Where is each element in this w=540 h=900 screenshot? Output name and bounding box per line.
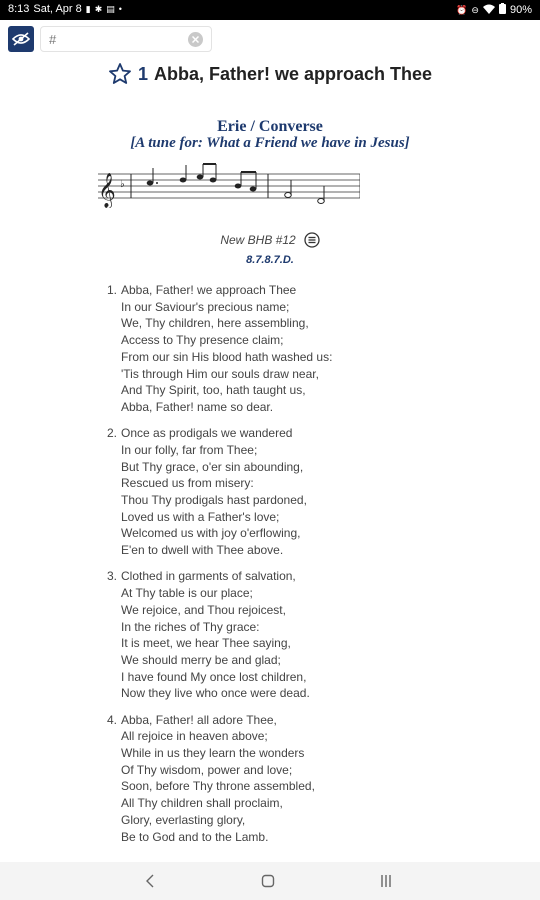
- wifi-icon: [483, 4, 495, 17]
- verse-line: All Thy children shall proclaim,: [121, 796, 283, 811]
- verse-line: While in us they learn the wonders: [121, 746, 305, 761]
- eye-toggle-button[interactable]: [8, 26, 34, 52]
- verse-line: Now they live who once were dead.: [121, 686, 310, 701]
- recents-icon: [379, 874, 393, 888]
- verse-line: Abba, Father! we approach Thee: [121, 283, 297, 297]
- battery-icon: [499, 3, 506, 17]
- verse-line: Welcomed us with joy o'erflowing,: [121, 526, 301, 541]
- verse-line: And Thy Spirit, too, hath taught us,: [121, 383, 306, 398]
- verse-line: Glory, everlasting glory,: [121, 812, 246, 827]
- verse: [107, 282, 507, 416]
- verse-number: 1.: [107, 283, 118, 297]
- verse-line: At Thy table is our place;: [121, 586, 253, 601]
- svg-text:𝄞: 𝄞: [98, 173, 116, 208]
- notification-icon: ▤: [106, 3, 115, 14]
- star-icon[interactable]: [108, 62, 132, 86]
- reference-row: [0, 232, 540, 248]
- verse-line: All rejoice in heaven above;: [121, 729, 268, 744]
- verses: [107, 282, 507, 855]
- sim-icon: ▮: [85, 3, 91, 14]
- do-not-disturb-icon: ⊖: [471, 4, 479, 15]
- hymn-title-row: [0, 60, 540, 88]
- verse-line: In our Saviour's precious name;: [121, 299, 290, 314]
- verse-lines: [121, 282, 332, 416]
- svg-text:♭: ♭: [120, 179, 125, 190]
- verse-number: 2.: [107, 426, 118, 441]
- verse-line: Once as prodigals we wandered: [121, 426, 293, 441]
- verse-line: Of Thy wisdom, power and love;: [121, 762, 293, 777]
- tune-note: [A tune for: What a Friend we have in Jesus]: [130, 135, 410, 151]
- hymn-number: 1: [137, 63, 148, 84]
- alarm-icon: ⏰: [456, 4, 468, 15]
- verse-line: In our folly, far from Thee;: [121, 442, 258, 457]
- verse-line: From our sin His blood hath washed us:: [121, 349, 333, 364]
- verse-line: Abba, Father! name so dear.: [121, 399, 274, 414]
- verse-line: I have found My once lost children,: [121, 669, 307, 684]
- verse-lines: [121, 425, 307, 559]
- verse-line: 'Tis through Him our souls draw near,: [121, 366, 319, 381]
- home-icon: [261, 874, 275, 888]
- verse-line: In the riches of Thy grace:: [121, 619, 260, 634]
- status-date: Sat, Apr 8: [33, 3, 82, 15]
- verse: [107, 568, 507, 702]
- music-notation[interactable]: [98, 160, 360, 208]
- dot-icon: •: [118, 3, 122, 14]
- verse-line: Abba, Father! all adore Thee,: [121, 712, 277, 727]
- toolbar: [0, 20, 540, 58]
- menu-icon[interactable]: [304, 232, 320, 248]
- verse-number: 4.: [107, 712, 118, 727]
- hymn-title: Abba, Father! we approach Thee: [153, 63, 433, 84]
- verse-line: We, Thy children, here assembling,: [121, 316, 309, 331]
- verse-line: We should merry be and glad;: [121, 652, 281, 667]
- verse-line: Thou Thy prodigals hast pardoned,: [121, 493, 307, 508]
- verse-line: E'en to dwell with Thee above.: [121, 543, 284, 558]
- verse-number: 3.: [107, 569, 118, 584]
- battery-level: 90%: [509, 4, 532, 16]
- search-input[interactable]: [47, 31, 181, 48]
- verse-lines: [121, 568, 310, 702]
- back-button[interactable]: [140, 871, 160, 891]
- verse: [107, 712, 507, 846]
- verse-line: Rescued us from misery:: [121, 476, 254, 491]
- eye-off-icon: [12, 32, 30, 46]
- verse-line: We rejoice, and Thou rejoicest,: [121, 602, 286, 617]
- navigation-bar: [0, 862, 540, 900]
- recents-button[interactable]: [376, 871, 396, 891]
- settings-icon: ✱: [94, 3, 103, 14]
- clear-search-button[interactable]: [188, 32, 203, 47]
- status-time: 8:13: [8, 3, 30, 15]
- verse-line: Access to Thy presence claim;: [121, 333, 284, 348]
- verse-line: Soon, before Thy throne assembled,: [121, 779, 315, 794]
- verse-lines: [121, 712, 315, 846]
- hymn-reference: New BHB #12: [220, 233, 296, 247]
- verse-line: Loved us with a Father's love;: [121, 509, 280, 524]
- status-right: [456, 3, 532, 17]
- tune-name: Erie / Converse: [217, 118, 323, 135]
- search-field: [40, 26, 212, 52]
- hymn-meter: 8.7.8.7.D.: [246, 254, 294, 266]
- home-button[interactable]: [258, 871, 278, 891]
- status-left: [8, 3, 122, 15]
- verse-line: Be to God and to the Lamb.: [121, 829, 269, 844]
- status-bar: [0, 0, 540, 20]
- clear-icon: [192, 36, 199, 43]
- verse-line: It is meet, we hear Thee saying,: [121, 636, 291, 651]
- back-icon: [145, 874, 155, 888]
- verse-line: But Thy grace, o'er sin abounding,: [121, 459, 304, 474]
- verse: [107, 425, 507, 559]
- verse-line: Clothed in garments of salvation,: [121, 569, 296, 584]
